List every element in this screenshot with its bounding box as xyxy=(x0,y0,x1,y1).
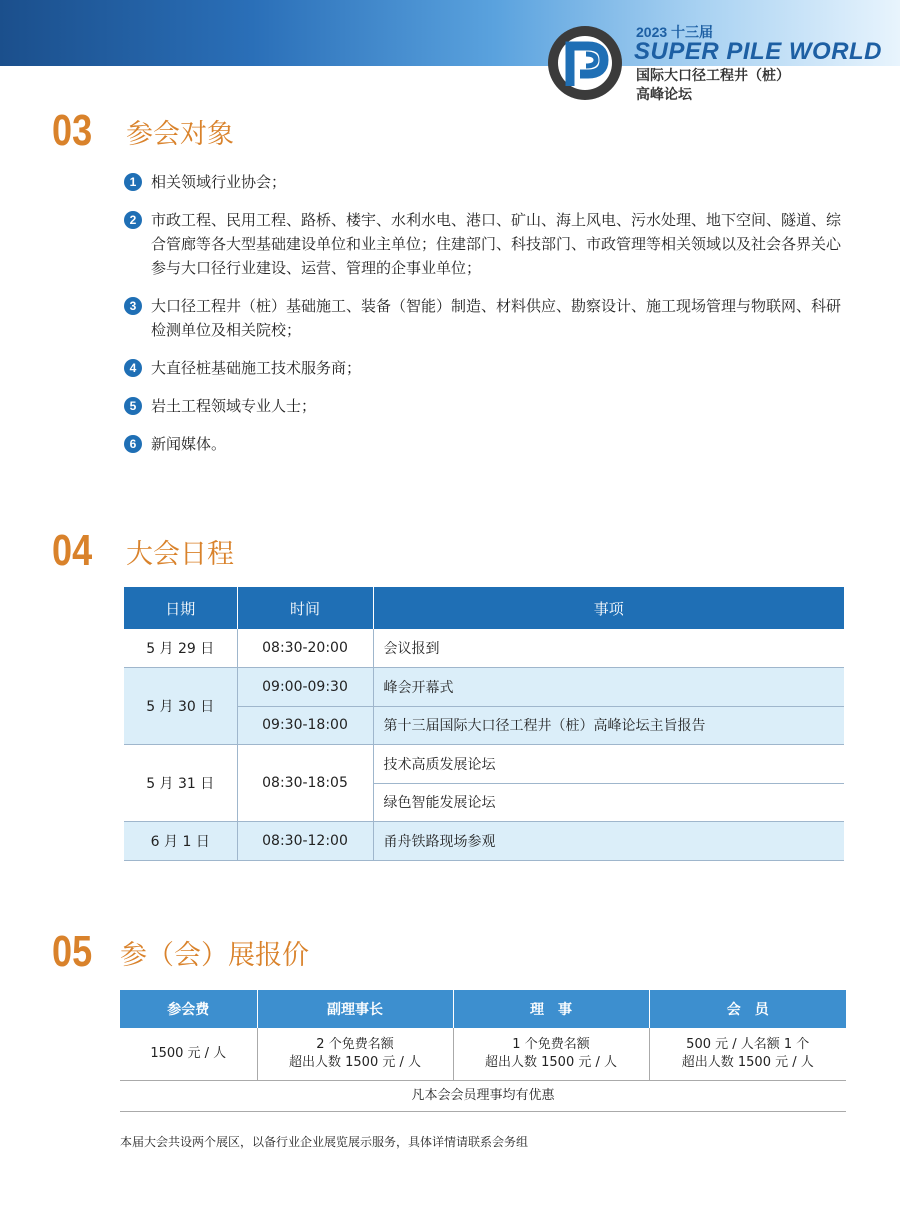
schedule-item: 峰会开幕式 xyxy=(373,668,844,707)
fee-line: 500 元 / 人名额 1 个 xyxy=(686,1036,810,1052)
fee-cell xyxy=(453,1028,649,1080)
fee-table xyxy=(120,990,846,1112)
list-item xyxy=(124,208,844,280)
section-05-title: 参（会）展报价 xyxy=(120,940,309,971)
brand-subtitle-1: 国际大口径工程井（桩） xyxy=(636,68,790,84)
section-04-number: 04 xyxy=(52,526,93,575)
schedule-date: 5 月 29 日 xyxy=(124,629,237,668)
column-header-date: 日期 xyxy=(124,587,237,629)
list-item xyxy=(124,394,844,418)
fee-line: 1 个免费名额 xyxy=(512,1036,590,1052)
brand-name: SUPER PILE WORLD xyxy=(634,38,883,65)
section-03-title: 参会对象 xyxy=(126,119,234,150)
list-item-text: 市政工程、民用工程、路桥、楼宇、水利水电、港口、矿山、海上风电、污水处理、地下空间、隧道、综合管廊等各大型基础建设单位和业主单位；住建部门、科技部门、市政管理等相关领域以及社会各界关心参与大口径行业建设、运营、管理的企事业单位； xyxy=(151,211,842,277)
column-header-director: 理 事 xyxy=(453,990,649,1028)
fee-line: 超出人数 1500 元 / 人 xyxy=(485,1054,617,1070)
list-item xyxy=(124,356,844,380)
list-item-text: 大口径工程井（桩）基础施工、装备（智能）制造、材料供应、勘察设计、施工现场管理与物联网、科研检测单位及相关院校； xyxy=(151,297,842,339)
table-row xyxy=(120,1080,846,1111)
list-item-text: 新闻媒体。 xyxy=(151,435,227,453)
table-row xyxy=(124,822,844,861)
section-05-number: 05 xyxy=(52,927,93,976)
schedule-header-row xyxy=(124,587,844,629)
schedule-time: 08:30-20:00 xyxy=(237,629,373,668)
table-row xyxy=(124,668,844,707)
number-badge: 2 xyxy=(124,211,142,229)
fee-header-row xyxy=(120,990,846,1028)
column-header-member: 会 员 xyxy=(649,990,846,1028)
number-badge: 6 xyxy=(124,435,142,453)
fee-cell xyxy=(649,1028,846,1080)
schedule-item: 绿色智能发展论坛 xyxy=(373,783,844,822)
brand-subtitle-2: 高峰论坛 xyxy=(636,87,692,103)
schedule-date: 6 月 1 日 xyxy=(124,822,237,861)
schedule-item: 第十三届国际大口径工程井（桩）高峰论坛主旨报告 xyxy=(373,706,844,745)
schedule-time: 09:00-09:30 xyxy=(237,668,373,707)
section-04-title: 大会日程 xyxy=(126,539,234,570)
table-row xyxy=(124,745,844,784)
schedule-time: 08:30-12:00 xyxy=(237,822,373,861)
table-row xyxy=(120,1028,846,1080)
brand-year: 2023 十三届 xyxy=(636,24,714,40)
schedule-item: 技术高质发展论坛 xyxy=(373,745,844,784)
schedule-date: 5 月 30 日 xyxy=(124,668,237,745)
list-item xyxy=(124,432,844,456)
fee-note: 凡本会会员理事均有优惠 xyxy=(120,1080,846,1111)
number-badge: 1 xyxy=(124,173,142,191)
schedule-item: 甬舟铁路现场参观 xyxy=(373,822,844,861)
column-header-vice-director: 副理事长 xyxy=(257,990,453,1028)
fee-line: 2 个免费名额 xyxy=(316,1036,394,1052)
fee-line: 超出人数 1500 元 / 人 xyxy=(289,1054,421,1070)
list-item xyxy=(124,294,844,342)
number-badge: 3 xyxy=(124,297,142,315)
column-header-item: 事项 xyxy=(373,587,844,629)
list-item-text: 相关领域行业协会； xyxy=(151,173,287,191)
number-badge: 4 xyxy=(124,359,142,377)
number-badge: 5 xyxy=(124,397,142,415)
footnote: 本届大会共设两个展区，以备行业企业展览展示服务，具体详情请联系会务组 xyxy=(120,1135,529,1149)
column-header-fee: 参会费 xyxy=(120,990,257,1028)
fee-line: 超出人数 1500 元 / 人 xyxy=(681,1054,814,1070)
schedule-time: 09:30-18:00 xyxy=(237,706,373,745)
list-item xyxy=(124,170,844,194)
section-03-number: 03 xyxy=(52,106,93,155)
column-header-time: 时间 xyxy=(237,587,373,629)
list-item-text: 大直径桩基础施工技术服务商； xyxy=(151,359,362,377)
fee-cell: 1500 元 / 人 xyxy=(120,1028,257,1080)
table-row xyxy=(124,629,844,668)
pile-world-logo-icon xyxy=(546,24,624,102)
schedule-table xyxy=(124,587,844,861)
schedule-time: 08:30-18:05 xyxy=(237,745,373,822)
schedule-item: 会议报到 xyxy=(373,629,844,668)
attendee-list xyxy=(124,170,844,470)
list-item-text: 岩土工程领域专业人士； xyxy=(151,397,317,415)
fee-cell xyxy=(257,1028,453,1080)
schedule-date: 5 月 31 日 xyxy=(124,745,237,822)
